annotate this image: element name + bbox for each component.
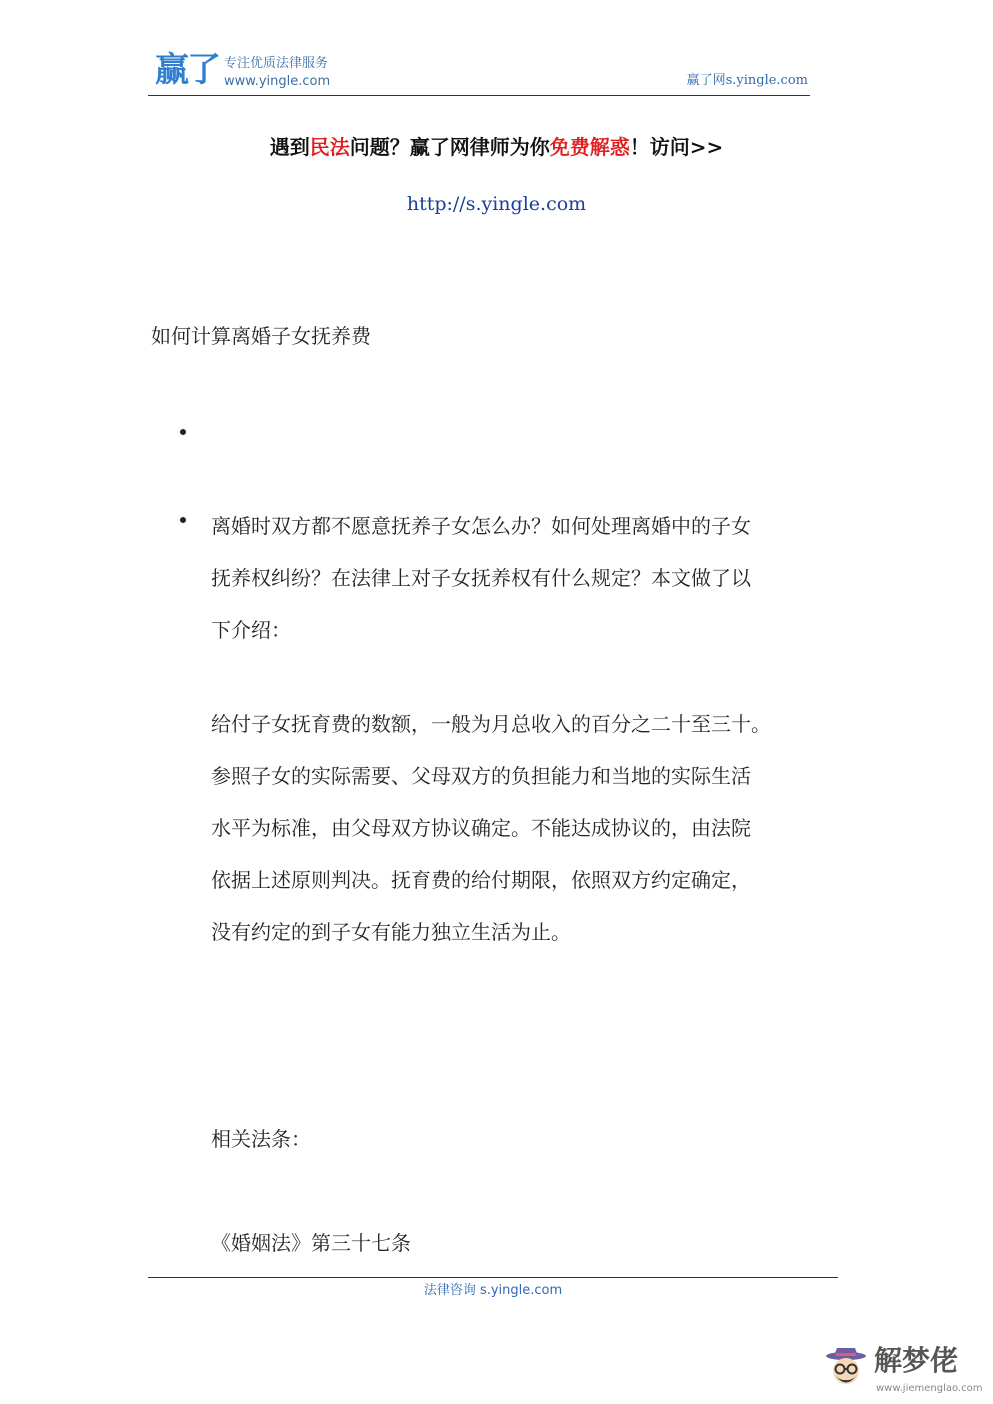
paragraph-line: 水平为标准，由父母双方协议确定。不能达成协议的，由法院 — [211, 816, 751, 840]
promo-highlight-civil-law: 民法 — [309, 135, 350, 159]
header-divider — [148, 95, 810, 96]
intro-line: 抚养权纠纷？在法律上对子女抚养权有什么规定？本文做了以 — [211, 566, 751, 590]
promo-link[interactable]: http://s.yingle.com — [406, 193, 587, 215]
bullet-empty — [180, 429, 186, 435]
promo-highlight-free: 免费解惑 — [549, 135, 630, 159]
document-title: 如何计算离婚子女抚养费 — [151, 324, 371, 348]
paragraph-line: 依据上述原则判决。抚育费的给付期限，依照双方约定确定， — [211, 868, 751, 892]
watermark-url: www.jiemenglao.com — [876, 1383, 983, 1394]
body-paragraph — [211, 698, 871, 958]
paragraph-line: 没有约定的到子女有能力独立生活为止。 — [211, 920, 571, 944]
logo-url[interactable]: www.yingle.com — [224, 74, 331, 89]
intro-line: 下介绍： — [211, 618, 291, 642]
promo-text-3: ！访问>> — [629, 135, 724, 159]
intro-paragraph — [211, 500, 851, 656]
logo-slogan: 专注优质法律服务 — [224, 56, 329, 71]
footer-link[interactable]: 法律咨询 s.yingle.com — [423, 1283, 563, 1298]
bullet-intro — [180, 517, 186, 523]
watermark-brand-name: 解梦佬 — [874, 1344, 959, 1377]
promo-text-2: 问题？赢了网律师为你 — [349, 135, 550, 159]
site-logo[interactable]: 赢了 — [155, 50, 219, 90]
footer-divider — [148, 1277, 838, 1278]
promo-text-1: 遇到 — [269, 135, 310, 159]
promo-banner — [100, 132, 893, 162]
paragraph-line: 参照子女的实际需要、父母双方的负担能力和当地的实际生活 — [211, 764, 751, 788]
intro-line: 离婚时双方都不愿意抚养子女怎么办？如何处理离婚中的子女 — [211, 514, 751, 538]
related-laws-label: 相关法条： — [211, 1127, 311, 1151]
detective-face-icon — [824, 1345, 868, 1389]
law-reference: 《婚姻法》第三十七条 — [211, 1231, 411, 1255]
paragraph-line: 给付子女抚育费的数额，一般为月总收入的百分之二十至三十。 — [211, 712, 771, 736]
header-site-link[interactable]: 赢了网s.yingle.com — [686, 73, 808, 88]
